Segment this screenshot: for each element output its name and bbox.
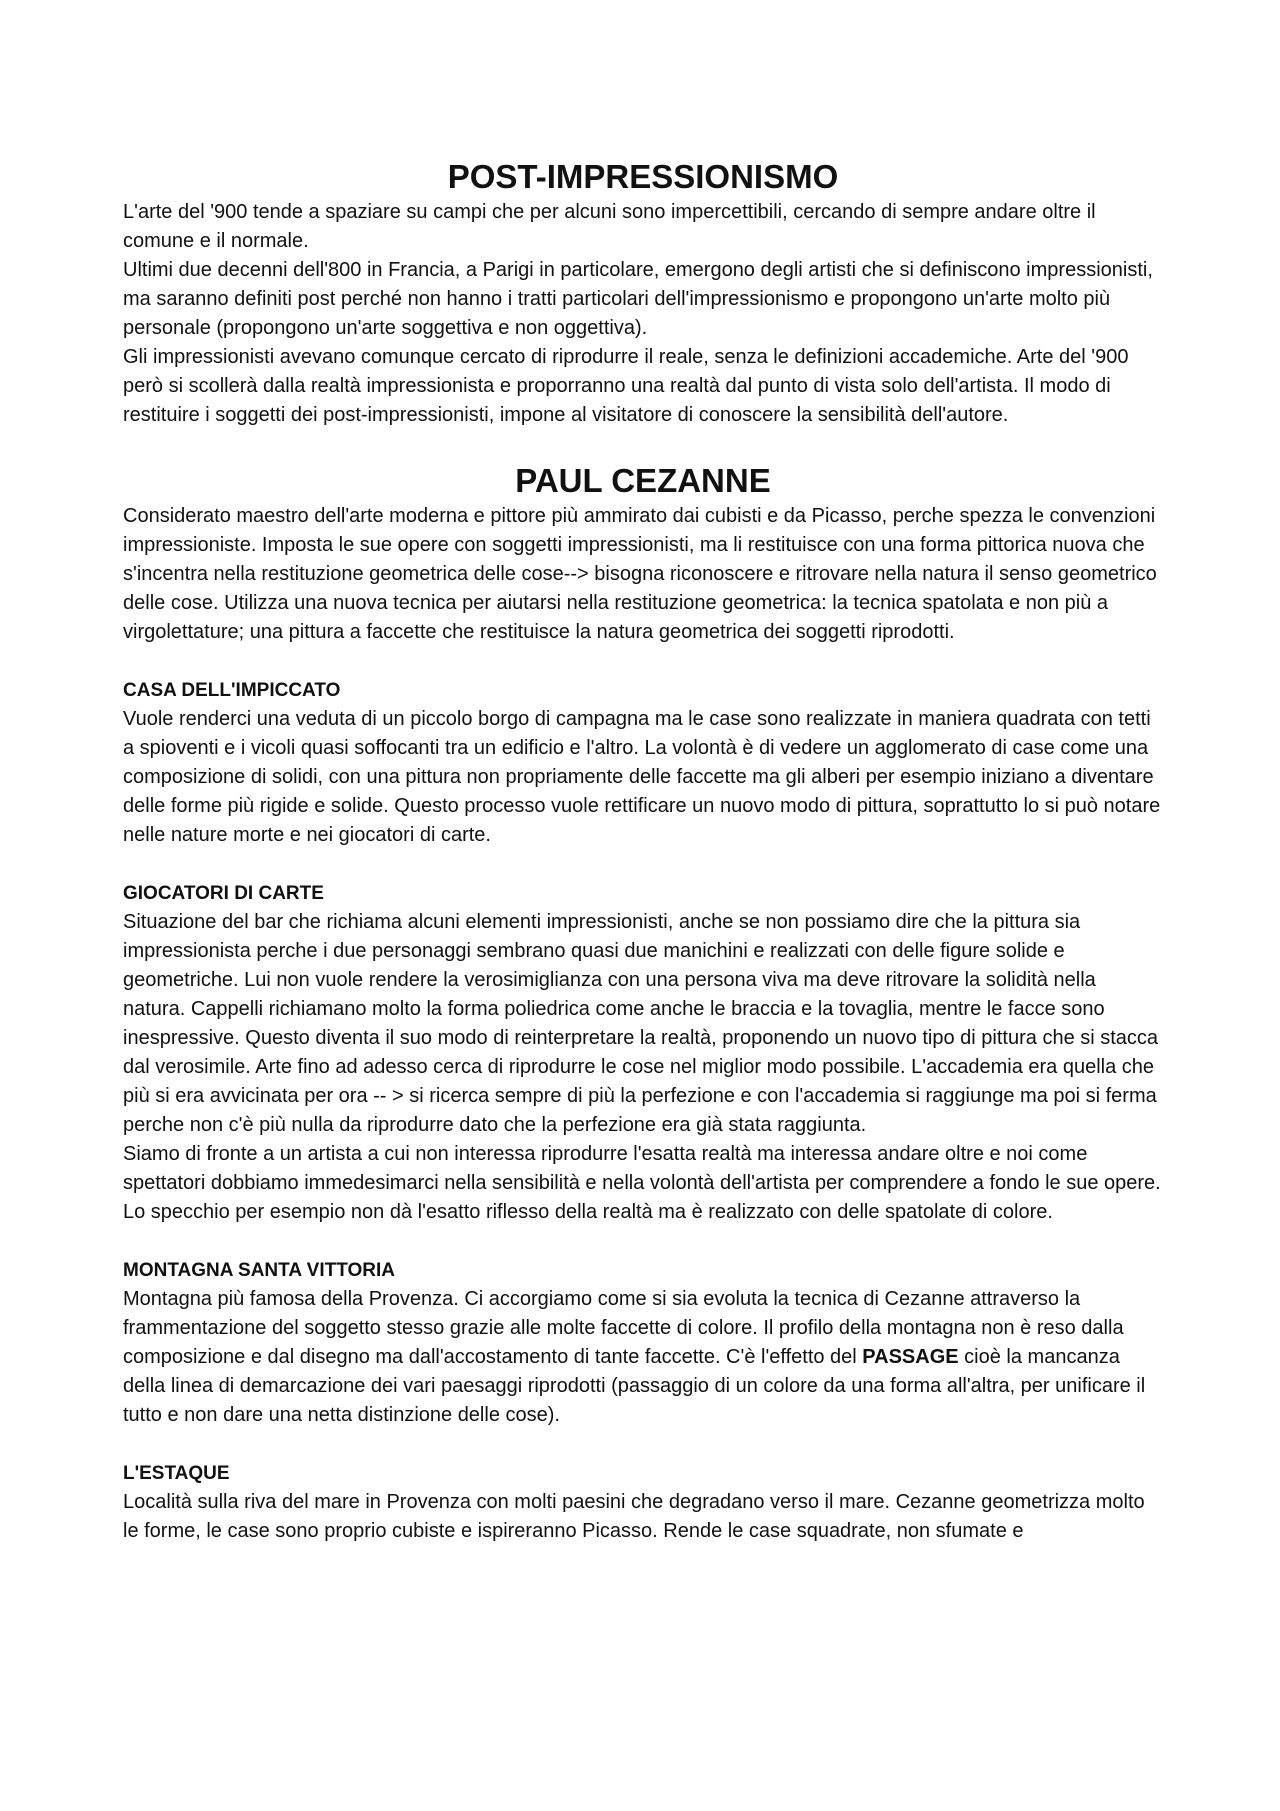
heading-casa-impiccato: CASA DELL'IMPICCATO (123, 680, 341, 701)
paragraph-cezanne-intro: Considerato maestro dell'arte moderna e pittore più ammirato dai cubisti e da Picasso, perche spezza le convenzioni impressioniste. Imposta le sue opere con soggetti impressionisti, ma li restituisce con una forma pittorica nuova che s'incentra nella restituzione geometrica delle cose--> bisogna riconoscere e ritrovare nella natura il senso geometrico delle cose. Utilizza una nuova tecnica per aiutarsi nella restituzione geometrica: la tecnica spatolata e non più a virgolettature; una pittura a faccette che restituisce la natura geometrica dei soggetti riprodotti. (123, 505, 1157, 643)
heading-montagna-santa-vittoria: MONTAGNA SANTA VITTORIA (123, 1260, 395, 1281)
document-page (123, 156, 1163, 1546)
passage-term: PASSAGE (862, 1346, 959, 1368)
paragraph-intro-2: Ultimi due decenni dell'800 in Francia, a Parigi in particolare, emergono degli artisti che si definiscono impressionisti, ma saranno definiti post perché non hanno i tratti particolari dell'impressionismo e propongono un'arte molto più personale (propongono un'arte soggettiva e non oggettiva). (123, 259, 1153, 339)
title-paul-cezanne: PAUL CEZANNE (515, 462, 771, 499)
heading-giocatori-carte: GIOCATORI DI CARTE (123, 883, 324, 904)
paragraph-giocatori-2: Siamo di fronte a un artista a cui non interessa riprodurre l'esatta realtà ma interessa andare oltre e noi come spettatori dobbiamo immedesimarci nella sensibilità e nella volontà dell'artista per comprendere a fondo le sue opere. Lo specchio per esempio non dà l'esatto riflesso della realtà ma è realizzato con delle spatolate di colore. (123, 1143, 1161, 1223)
montagna-text-before: Montagna più famosa della Provenza. Ci accorgiamo come si sia evoluta la tecnica di Cezanne attraverso la frammentazione del soggetto stesso grazie alle molte faccette di colore. Il profilo della montagna non è reso dalla composizione e dal disegno ma dall'accostamento di tante faccette. C'è l'effetto del (123, 1288, 1124, 1368)
paragraph-casa-impiccato: Vuole renderci una veduta di un piccolo borgo di campagna ma le case sono realizzate in maniera quadrata con tetti a spioventi e i vicoli quasi soffocanti tra un edificio e l'altro. La volontà è di vedere un agglomerato di case come una composizione di solidi, con una pittura non propriamente delle faccette ma gli alberi per esempio iniziano a diventare delle forme più rigide e solide. Questo processo vuole rettificare un nuovo modo di pittura, soprattutto lo si può notare nelle nature morte e nei giocatori di carte. (123, 708, 1161, 846)
title-post-impressionismo: POST-IMPRESSIONISMO (447, 158, 839, 195)
paragraph-intro-3: Gli impressionisti avevano comunque cercato di riprodurre il reale, senza le definizioni accademiche. Arte del '900 però si scollerà dalla realtà impressionista e proporranno una realtà dal punto di vista solo dell'artista. Il modo di restituire i soggetti dei post-impressionisti, impone al visitatore di conoscere la sensibilità dell'autore. (123, 346, 1129, 426)
paragraph-estaque: Località sulla riva del mare in Provenza con molti paesini che degradano verso il mare. Cezanne geometrizza molto le forme, le case sono proprio cubiste e ispireranno Picasso. Rende le case squadrate, non sfumate e (123, 1491, 1145, 1542)
montagna-text-after: cioè la mancanza della linea di demarcazione dei vari paesaggi riprodotti (passaggio di un colore da una forma all'altra, per unificare il tutto e non dare una netta distinzione delle cose). (123, 1346, 1146, 1426)
paragraph-giocatori-1: Situazione del bar che richiama alcuni elementi impressionisti, anche se non possiamo dire che la pittura sia impressionista perche i due personaggi sembrano quasi due manichini e realizzati con delle figure solide e geometriche. Lui non vuole rendere la verosimiglianza con una persona viva ma deve ritrovare la solidità nella natura. Cappelli richiamano molto la forma poliedrica come anche le braccia e la tovaglia, mentre le facce sono inespressive. Questo diventa il suo modo di reinterpretare la realtà, proponendo un nuovo tipo di pittura che si stacca dal verosimile. Arte fino ad adesso cerca di riprodurre le cose nel miglior modo possibile. L'accademia era quella che più si era avvicinata per ora -- > si ricerca sempre di più la perfezione e con l'accademia si raggiunge ma poi si ferma perche non c'è più nulla da riprodurre dato che la perfezione era già stata raggiunta. (123, 911, 1159, 1136)
paragraph-intro-1: L'arte del '900 tende a spaziare su campi che per alcuni sono impercettibili, cercando di sempre andare oltre il comune e il normale. (123, 201, 1096, 252)
heading-estaque: L'ESTAQUE (123, 1463, 230, 1484)
paragraph-montagna (123, 1285, 1163, 1430)
